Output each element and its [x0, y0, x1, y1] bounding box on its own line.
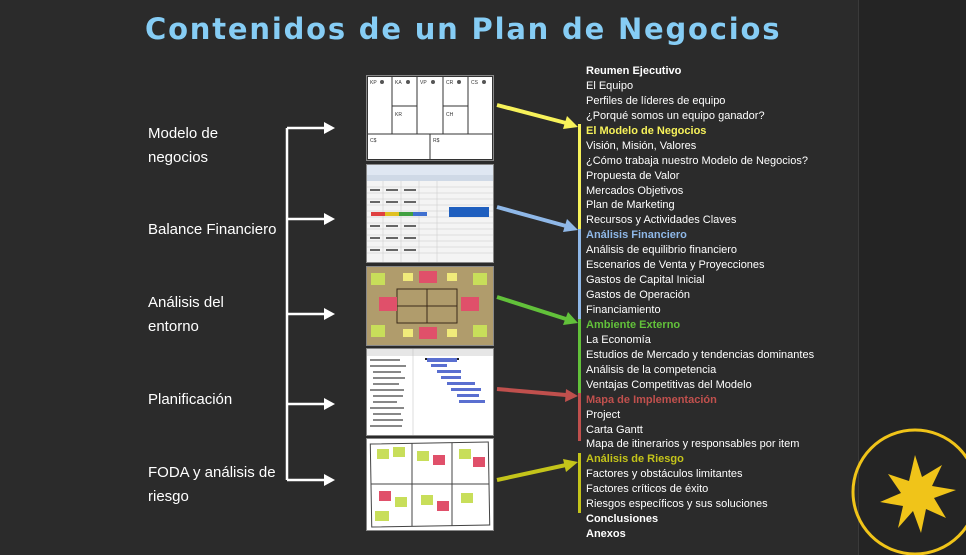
outline-item: Estudios de Mercado y tendencias dominantes	[586, 348, 815, 361]
arrow-red	[497, 389, 578, 402]
arrow-olive	[497, 459, 578, 480]
label-line: negocios	[148, 149, 209, 166]
outline-item: Perfiles de líderes de equipo	[586, 94, 726, 107]
canvas-kp-label: KP	[370, 80, 377, 86]
canvas-cost-label: C$	[370, 138, 377, 144]
canvas-vp-label: VP	[420, 80, 427, 86]
label-line: FODA y análisis de	[148, 464, 276, 481]
outline-item: Gastos de Operación	[586, 289, 690, 302]
outline-item: Ventajas Competitivas del Modelo	[586, 378, 752, 391]
canvas-ka-label: KA	[395, 80, 402, 86]
outline-item: ¿Cómo trabaja nuestro Modelo de Negocios?	[586, 154, 808, 167]
canvas-ch-label: CH	[446, 112, 454, 118]
outline-heading: Anexos	[586, 528, 626, 541]
outline-item: ¿Porqué somos un equipo ganador?	[586, 109, 765, 122]
outline-heading: Análisis Financiero	[586, 229, 687, 242]
canvas-cr-label: CR	[446, 80, 454, 86]
canvas-cs-label: CS	[471, 80, 478, 86]
arrow-green	[497, 297, 578, 325]
outline-item: Project	[586, 408, 621, 421]
outline-item: Recursos y Actividades Claves	[586, 214, 737, 227]
slide-title: Contenidos de un Plan de Negocios	[145, 12, 782, 46]
outline-heading: El Modelo de Negocios	[586, 124, 707, 137]
sun-icon	[853, 430, 966, 554]
outline-item: Gastos de Capital Inicial	[586, 274, 705, 287]
label-line: entorno	[148, 318, 199, 335]
outline-item: Mercados Objetivos	[586, 184, 684, 197]
arrow-yellow	[497, 105, 578, 129]
arrow-blue	[497, 207, 578, 232]
outline-item: Escenarios de Venta y Proyecciones	[586, 259, 765, 272]
outline-heading: Análisis de Riesgo	[586, 453, 684, 466]
label-line: Planificación	[148, 391, 233, 408]
bracket-arrows-icon	[287, 122, 335, 486]
label-line: Balance Financiero	[148, 221, 277, 238]
outline-item: Análisis de la competencia	[586, 363, 717, 376]
section-bar-modelo	[578, 124, 581, 229]
outline-item: Análisis de equilibrio financiero	[586, 244, 738, 257]
outline-item: Riesgos específicos y sus soluciones	[586, 498, 768, 511]
label-line: Análisis del	[148, 294, 224, 311]
outline-item: Factores y obstáculos limitantes	[586, 468, 743, 481]
section-bar-riesgo	[578, 453, 581, 513]
outline-item: Mapa de itinerarios y responsables por item	[586, 438, 800, 451]
outline-item: Factores críticos de éxito	[586, 483, 709, 496]
outline-item: El Equipo	[586, 79, 634, 92]
canvas-kr-label: KR	[395, 112, 402, 118]
outline-heading: Reumen Ejecutivo	[586, 65, 682, 77]
outline-item: Financiamiento	[586, 304, 661, 316]
outline-item: Plan de Marketing	[586, 199, 675, 212]
outline-item: Visión, Misión, Valores	[586, 139, 697, 152]
section-bar-entorno	[578, 319, 581, 393]
section-bar-financiero	[578, 229, 581, 319]
outline-heading: Mapa de Implementación	[586, 393, 717, 406]
section-bar-implementacion	[578, 393, 581, 441]
outline-item: Carta Gantt	[586, 423, 643, 436]
outline-item: Propuesta de Valor	[586, 169, 680, 182]
outline-item: La Economía	[586, 333, 651, 346]
outline-heading: Conclusiones	[586, 513, 659, 526]
label-line: Modelo de	[148, 125, 219, 142]
label-line: riesgo	[148, 488, 189, 505]
canvas-revenue-label: R$	[433, 138, 440, 144]
outline-heading: Ambiente Externo	[586, 318, 681, 331]
